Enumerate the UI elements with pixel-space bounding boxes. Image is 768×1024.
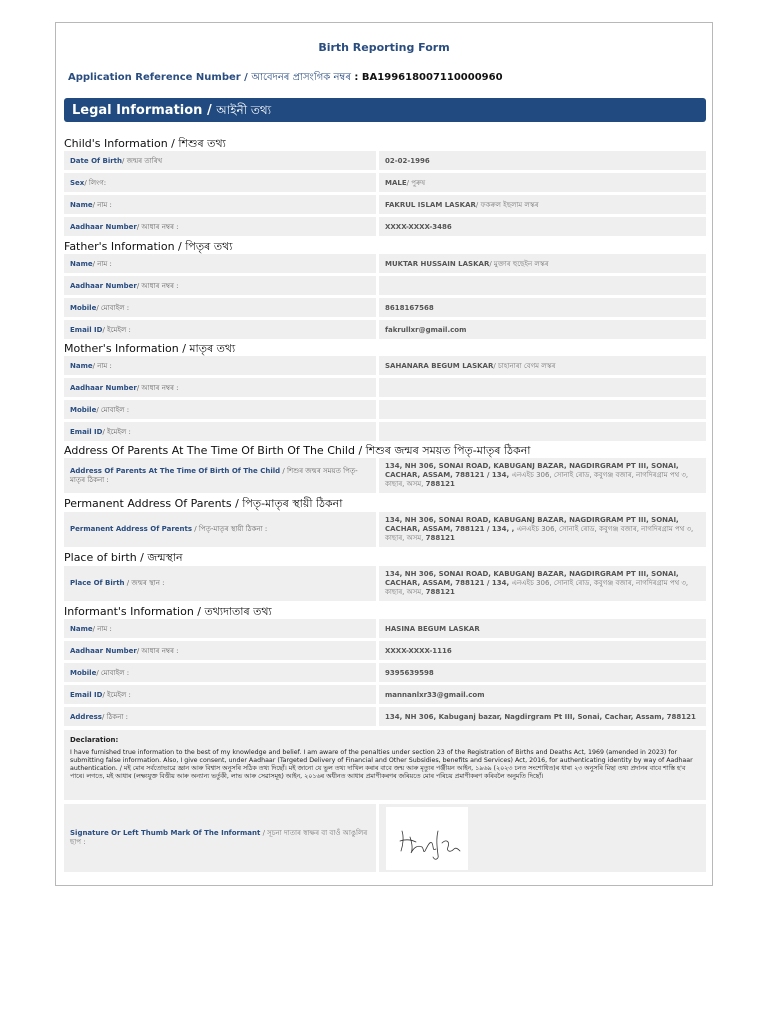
label-text: Name	[70, 624, 93, 633]
value-cell	[379, 641, 706, 660]
label-cell	[64, 217, 376, 236]
label-cell	[64, 254, 376, 273]
label-cell	[64, 173, 376, 192]
value-text-bn: / পুৰুষ	[406, 178, 426, 187]
label-text: Aadhaar Number	[70, 281, 137, 290]
row-child-name	[64, 195, 706, 214]
value-cell	[379, 378, 706, 397]
value-text: 134, NH 306, SONAI ROAD, KABUGANJ BAZAR, NAGDIRGRAM PT III, SONAI, CACHAR, ASSAM, 788121 / 134, ,	[385, 516, 679, 533]
label-text-bn: / আধাৰ নম্বৰ :	[136, 222, 179, 231]
label-text-bn: / লিংগ:	[84, 178, 107, 187]
value-text: 9395639598	[385, 668, 434, 677]
declaration-title: Declaration:	[70, 736, 119, 744]
label-cell	[64, 707, 376, 726]
label-cell	[64, 619, 376, 638]
label-text-bn: / নাম :	[92, 624, 112, 633]
label-cell	[64, 663, 376, 682]
value-text: HASINA BEGUM LASKAR	[385, 624, 480, 633]
value-text: XXXX-XXXX-1116	[385, 646, 452, 655]
section-mother: Mother's Information / মাতৃৰ তথ্য	[64, 342, 236, 355]
value-text-bn: এনএইচ 306, সোনাই ৰোড, কবুগঞ্জ বজাৰ, নাগদিৰগ্ৰাম পথ ৩, কাছাৰ, অসম,	[385, 471, 689, 488]
label-text: Mobile	[70, 668, 97, 677]
value-text-bn: / ফকৰুল ইছলাম লস্কৰ	[475, 200, 539, 209]
label-text-bn: / আধাৰ নম্বৰ :	[136, 281, 179, 290]
label-text: Name	[70, 361, 93, 370]
label-cell	[64, 298, 376, 317]
value-text: 134, NH 306, SONAI ROAD, KABUGANJ BAZAR, NAGDIRGRAM PT III, SONAI, CACHAR, ASSAM, 788121 / 134,	[385, 462, 679, 479]
value-cell	[379, 356, 706, 375]
label-text: Name	[70, 259, 93, 268]
row-mother-aadhaar	[64, 378, 706, 397]
label-cell	[64, 512, 376, 547]
row-father-mobile	[64, 298, 706, 317]
label-text-bn: / মোবাইল :	[96, 405, 130, 414]
row-child-sex	[64, 173, 706, 192]
label-cell	[64, 195, 376, 214]
ref-value: BA199618007110000960	[361, 72, 503, 83]
row-child-dob	[64, 151, 706, 170]
row-father-aadhaar	[64, 276, 706, 295]
label-cell	[64, 151, 376, 170]
label-text: Mobile	[70, 405, 97, 414]
label-text-bn: / নাম :	[92, 200, 112, 209]
label-text-bn: / ইমেইল :	[102, 690, 131, 699]
label-text: Aadhaar Number	[70, 222, 137, 231]
label-text: Email ID	[70, 325, 103, 334]
section-permanent-address: Permanent Address Of Parents / পিতৃ-মাতৃৰ স্থায়ী ঠিকনা	[64, 497, 343, 510]
value-text: 134, NH 306, Kabuganj bazar, Nagdirgram Pt III, Sonai, Cachar, Assam, 788121	[385, 712, 696, 721]
value-cell	[379, 254, 706, 273]
label-cell	[64, 356, 376, 375]
value-cell	[379, 422, 706, 441]
label-text: Aadhaar Number	[70, 383, 137, 392]
label-text: Place Of Birth	[70, 579, 125, 587]
label-cell	[64, 400, 376, 419]
label-text-bn: / ইমেইল :	[102, 325, 131, 334]
label-cell	[64, 378, 376, 397]
value-text-end: 788121	[425, 534, 455, 542]
value-text: 134, NH 306, SONAI ROAD, KABUGANJ BAZAR, NAGDIRGRAM PT III, SONAI, CACHAR, ASSAM, 788121 / 134,	[385, 570, 679, 587]
declaration-box	[64, 730, 706, 800]
row-address-birth	[64, 458, 706, 493]
ref-label-bn: আবেদনৰ প্ৰাসংগিক নম্বৰ	[251, 72, 351, 83]
label-text: Aadhaar Number	[70, 646, 137, 655]
row-child-aadhaar	[64, 217, 706, 236]
value-cell	[379, 566, 706, 601]
label-cell	[64, 458, 376, 493]
value-cell	[379, 663, 706, 682]
value-cell	[379, 195, 706, 214]
row-informant-address	[64, 707, 706, 726]
label-text: Name	[70, 200, 93, 209]
value-text-bn: এনএইচ 306, সোনাই ৰোড, কবুগঞ্জ বজাৰ, নাগদিৰগ্ৰাম পথ ৩, কাছাৰ, অসম,	[385, 525, 694, 542]
value-text-end: 788121	[425, 588, 455, 596]
legal-title: Legal Information /	[72, 103, 217, 118]
row-father-name	[64, 254, 706, 273]
label-text-bn: / শিশুৰ জন্মৰ সময়ত পিতৃ-মাতৃৰ ঠিকনা :	[70, 466, 358, 484]
application-reference	[68, 70, 503, 87]
row-mother-name	[64, 356, 706, 375]
row-informant-name	[64, 619, 706, 638]
label-text-bn: / জন্মৰ তাৰিখ	[122, 156, 163, 165]
value-cell	[379, 619, 706, 638]
signature-value-cell	[379, 804, 706, 872]
value-cell	[379, 707, 706, 726]
value-cell	[379, 276, 706, 295]
label-text-bn: / ইমেইল :	[102, 427, 131, 436]
label-cell	[64, 422, 376, 441]
signature-image	[386, 807, 468, 870]
row-informant-mobile	[64, 663, 706, 682]
value-text: MALE	[385, 178, 407, 187]
label-text-bn: / নাম :	[92, 361, 112, 370]
form-title: Birth Reporting Form	[318, 41, 450, 54]
value-text: XXXX-XXXX-3486	[385, 222, 452, 231]
value-cell	[379, 512, 706, 547]
section-informant: Informant's Information / তথ্যদাতাৰ তথ্য	[64, 605, 272, 618]
row-signature	[64, 804, 706, 872]
label-text: Mobile	[70, 303, 97, 312]
value-text: 8618167568	[385, 303, 434, 312]
value-cell	[379, 400, 706, 419]
label-cell	[64, 276, 376, 295]
label-cell	[64, 641, 376, 660]
label-text: Address	[70, 712, 102, 721]
signature-label-bn: / সূচনা দাতাৰ স্বাক্ষৰ বা বাওঁ আঙুলিৰ ছাপ :	[70, 829, 368, 846]
declaration-text: I have furnished true information to the best of my knowledge and belief. I am aware of the penalties under section 23 of the Registration of Births and Deaths Act, 1969 (amended in 2023) for submitting false information. Also, I give consent, under Aadhaar (Targeted Delivery of Financial and Other Subsidies, benefits and Services) Act, 2016, for authenticating identity by way of Aadhaar authentication. / মই মোৰ সৰ্বতোভাৱে জ্ঞান আৰু বিশ্বাস অনুসৰি সঠিক তথ্য দিছোঁ। মই জানো যে ভুল তথ্য দাখিল কৰাৰ বাবে জন্ম আৰু মৃত্যুৰ পঞ্জীয়ন আইন, ১৯৬৯ (২০২৩ চনত সংশোধিত)ৰ ধাৰা ২৩ অনুসৰি মিছা তথ্য প্ৰদানৰ বাবে শাস্তি হ'ব পাৰে। লগতে, মই আধাৰ (লক্ষ্যযুক্ত বিত্তীয় আৰু অন্যান্য ভৰ্তুকী, লাভ আৰু সেৱাসমূহ) আইন, ২০১৬ৰ অধীনত আধাৰ প্ৰমাণীকৰণৰ জৰিয়তে মোৰ পৰিচয় প্ৰমাণীকৰণ কৰিবলৈ অনুমতি দিছোঁ।	[70, 749, 693, 780]
value-text: SAHANARA BEGUM LASKAR	[385, 361, 494, 370]
ref-label: Application Reference Number /	[68, 72, 252, 83]
row-place-of-birth	[64, 566, 706, 601]
label-text-bn: / জন্মৰ স্থান :	[124, 579, 165, 587]
label-text: Permanent Address Of Parents	[70, 525, 193, 533]
form-frame	[55, 22, 713, 886]
label-text: Address Of Parents At The Time Of Birth Of The Child	[70, 466, 281, 475]
row-informant-email	[64, 685, 706, 704]
label-text: Date Of Birth	[70, 156, 123, 165]
value-cell	[379, 217, 706, 236]
label-text-bn: / মোবাইল :	[96, 303, 130, 312]
value-text: mannanlxr33@gmail.com	[385, 690, 485, 699]
label-text-bn: / ঠিকনা :	[101, 712, 129, 721]
value-text: FAKRUL ISLAM LASKAR	[385, 200, 476, 209]
label-cell	[64, 685, 376, 704]
signature-label-cell	[64, 804, 376, 872]
value-cell	[379, 458, 706, 493]
value-text-bn: এনএইচ 306, সোনাই ৰোড, কবুগঞ্জ বজাৰ, নাগদিৰগ্ৰাম পথ ৩, কাছাৰ, অসম,	[385, 579, 689, 596]
row-permanent-address	[64, 512, 706, 547]
value-text: MUKTAR HUSSAIN LASKAR	[385, 259, 490, 268]
label-text: Sex	[70, 178, 85, 187]
value-cell	[379, 298, 706, 317]
value-cell	[379, 151, 706, 170]
value-text-bn: / মুক্তাৰ হুছেইন লস্কৰ	[489, 259, 549, 268]
row-father-email	[64, 320, 706, 339]
label-text-bn: / আধাৰ নম্বৰ :	[136, 646, 179, 655]
legal-title-bn: আইনী তথ্য	[216, 103, 272, 117]
handwritten-signature	[386, 807, 468, 870]
label-text: Email ID	[70, 427, 103, 436]
label-text-bn: / পিতৃ-মাতৃৰ স্থায়ী ঠিকনা :	[192, 525, 268, 533]
label-text-bn: / নাম :	[92, 259, 112, 268]
label-text: Email ID	[70, 690, 103, 699]
label-cell	[64, 320, 376, 339]
legal-information-header	[64, 98, 706, 122]
value-cell	[379, 173, 706, 192]
value-cell	[379, 685, 706, 704]
label-text-bn: / আধাৰ নম্বৰ :	[136, 383, 179, 392]
row-informant-aadhaar	[64, 641, 706, 660]
label-text-bn: / মোবাইল :	[96, 668, 130, 677]
value-text-bn: / চাহানাৰা বেগম লস্কৰ	[493, 361, 556, 370]
section-child: Child's Information / শিশুৰ তথ্য	[64, 137, 226, 150]
value-text: fakrullxr@gmail.com	[385, 325, 467, 334]
section-address-birth: Address Of Parents At The Time Of Birth Of The Child / শিশুৰ জন্মৰ সময়ত পিতৃ-মাতৃৰ ঠিকনা	[64, 444, 531, 457]
row-mother-mobile	[64, 400, 706, 419]
label-cell	[64, 566, 376, 601]
section-father: Father's Information / পিতৃৰ তথ্য	[64, 240, 233, 253]
value-text: 02-02-1996	[385, 156, 430, 165]
value-cell	[379, 320, 706, 339]
row-mother-email	[64, 422, 706, 441]
ref-sep: :	[350, 72, 362, 83]
value-text-end: 788121	[425, 480, 455, 488]
section-place-of-birth: Place of birth / জন্মস্থান	[64, 551, 183, 564]
signature-label: Signature Or Left Thumb Mark Of The Informant	[70, 829, 261, 837]
